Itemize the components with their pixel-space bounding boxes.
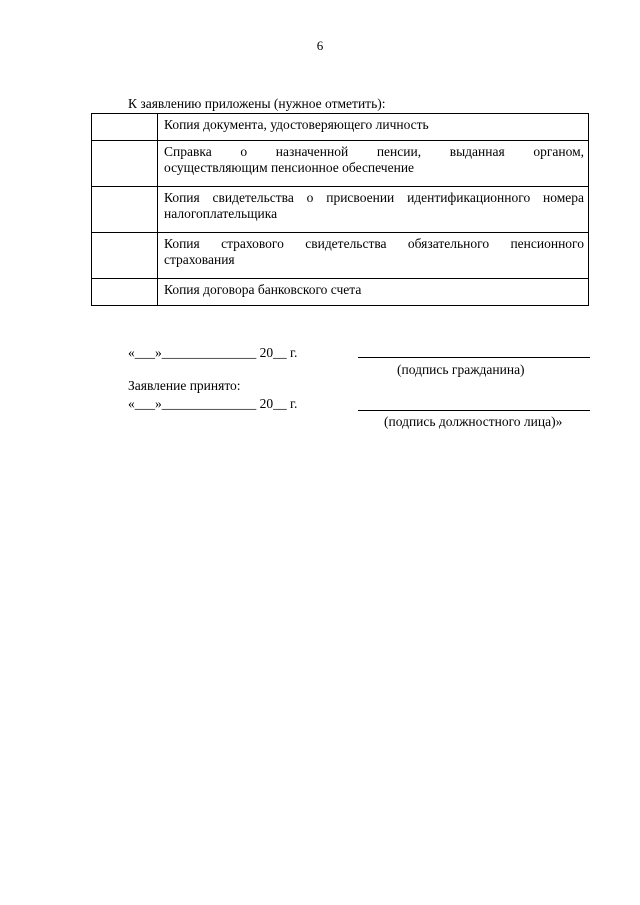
citizen-signature-line[interactable] (358, 357, 590, 358)
attachment-line: осуществляющим пенсионное обеспечение (164, 160, 415, 175)
attachment-text (158, 187, 589, 233)
official-signature-caption: (подпись должностного лица)» (384, 414, 563, 429)
citizen-date-field[interactable]: «___»______________ 20__ г. (128, 345, 298, 360)
attachment-row (92, 187, 589, 233)
accepted-label: Заявление принято: (128, 378, 241, 393)
page-number: 6 (316, 38, 324, 53)
attachment-row (92, 233, 589, 279)
attachment-text (158, 233, 589, 279)
attachment-row (92, 141, 589, 187)
citizen-signature-caption: (подпись гражданина) (397, 362, 525, 377)
attachment-line: налогоплательщика (164, 206, 278, 221)
attachment-checkbox[interactable] (92, 233, 158, 279)
attachment-checkbox[interactable] (92, 114, 158, 141)
attachment-checkbox[interactable] (92, 279, 158, 306)
attachment-text (158, 114, 589, 141)
official-signature-line[interactable] (358, 410, 590, 411)
attachment-checkbox[interactable] (92, 141, 158, 187)
attachment-row (92, 114, 589, 141)
attachment-line: Копия документа, удостоверяющего личность (164, 117, 429, 132)
attachment-line: Справка о назначенной пенсии, выданная органом, (164, 144, 584, 159)
attachments-intro: К заявлению приложены (нужное отметить): (128, 96, 386, 111)
attachment-text (158, 141, 589, 187)
attachment-row (92, 279, 589, 306)
attachment-line: Копия свидетельства о присвоении идентификационного номера (164, 190, 584, 205)
attachments-table (91, 113, 589, 306)
attachment-line: страхования (164, 252, 235, 267)
attachment-text (158, 279, 589, 306)
attachment-line: Копия страхового свидетельства обязательного пенсионного (164, 236, 584, 251)
attachment-line: Копия договора банковского счета (164, 282, 362, 297)
attachment-checkbox[interactable] (92, 187, 158, 233)
accepted-date-field[interactable]: «___»______________ 20__ г. (128, 396, 298, 411)
